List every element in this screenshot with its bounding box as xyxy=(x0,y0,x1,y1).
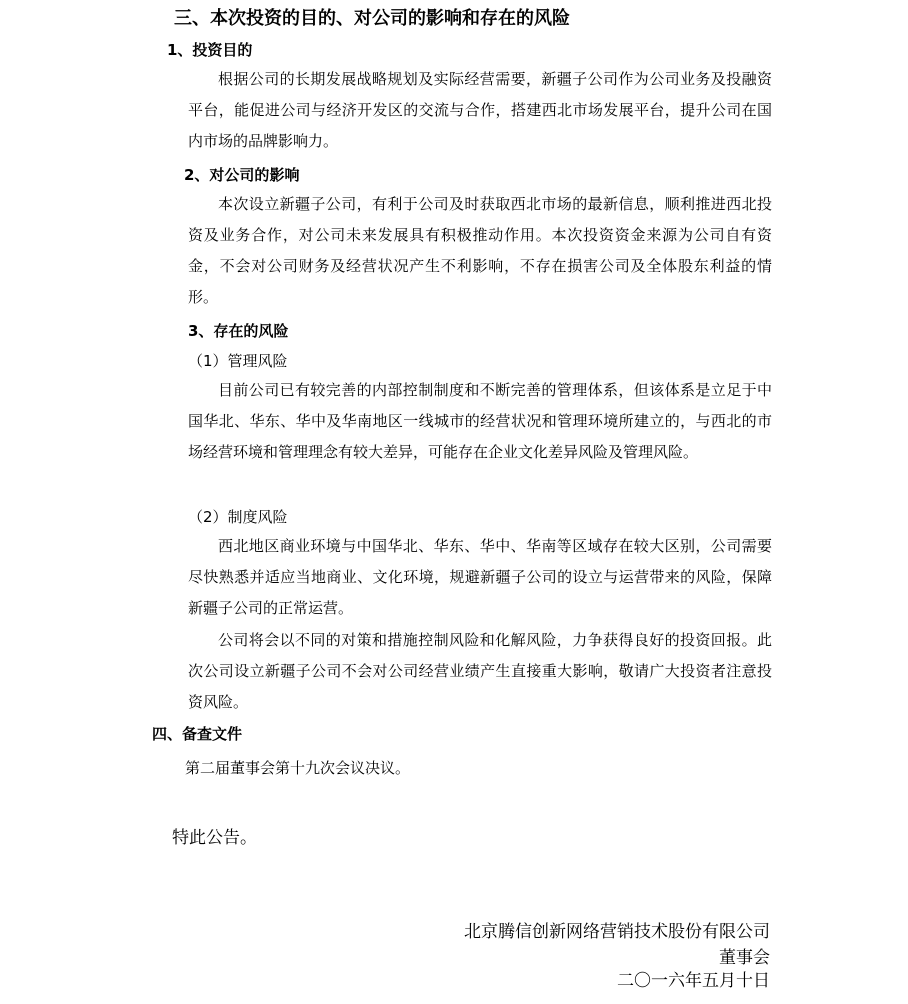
subsection-2-heading: 2、对公司的影响 xyxy=(184,166,300,184)
closing-paragraph: 公司将会以不同的对策和措施控制风险和化解风险，力争获得良好的投资回报。此次公司设立新疆子公司不会对公司经营业绩产生直接重大影响，敬请广大投资者注意投资风险。 xyxy=(188,631,772,711)
board-label: 董事会 xyxy=(719,948,770,968)
risk-2-paragraph: 西北地区商业环境与中国华北、华东、华中、华南等区域存在较大区别，公司需要尽快熟悉并适应当地商业、文化环境，规避新疆子公司的设立与运营带来的风险，保障新疆子公司的正常运营。 xyxy=(188,537,772,617)
section-3-heading: 三、本次投资的目的、对公司的影响和存在的风险 xyxy=(174,8,570,29)
section-4-heading: 四、备查文件 xyxy=(152,725,243,743)
risk-1-paragraph: 目前公司已有较完善的内部控制制度和不断完善的管理体系，但该体系是立足于中国华北、华东、华中及华南地区一线城市的经营状况和管理环境所建立的，与西北的市场经营环境和管理理念有较大差异，可能存在企业文化差异风险及管理风险。 xyxy=(188,381,772,461)
subsection-1-heading: 1、投资目的 xyxy=(167,41,253,59)
notice-text: 特此公告。 xyxy=(172,828,257,848)
subsection-2-paragraph: 本次设立新疆子公司，有利于公司及时获取西北市场的最新信息，顺利推进西北投资及业务合作，对公司未来发展具有积极推动作用。本次投资资金来源为公司自有资金，不会对公司财务及经营状况产生不利影响，不存在损害公司及全体股东利益的情形。 xyxy=(188,195,772,306)
risk-1-heading: （1）管理风险 xyxy=(188,352,288,370)
date-text: 二〇一六年五月十日 xyxy=(617,971,770,991)
subsection-3-heading: 3、存在的风险 xyxy=(188,322,289,340)
subsection-1-paragraph: 根据公司的长期发展战略规划及实际经营需要，新疆子公司作为公司业务及投融资平台，能促进公司与经济开发区的交流与合作，搭建西北市场发展平台，提升公司在国内市场的品牌影响力。 xyxy=(188,70,772,150)
reference-document-item: 第二届董事会第十九次会议决议。 xyxy=(185,759,411,777)
company-name: 北京腾信创新网络营销技术股份有限公司 xyxy=(464,922,770,942)
risk-2-heading: （2）制度风险 xyxy=(188,508,288,526)
